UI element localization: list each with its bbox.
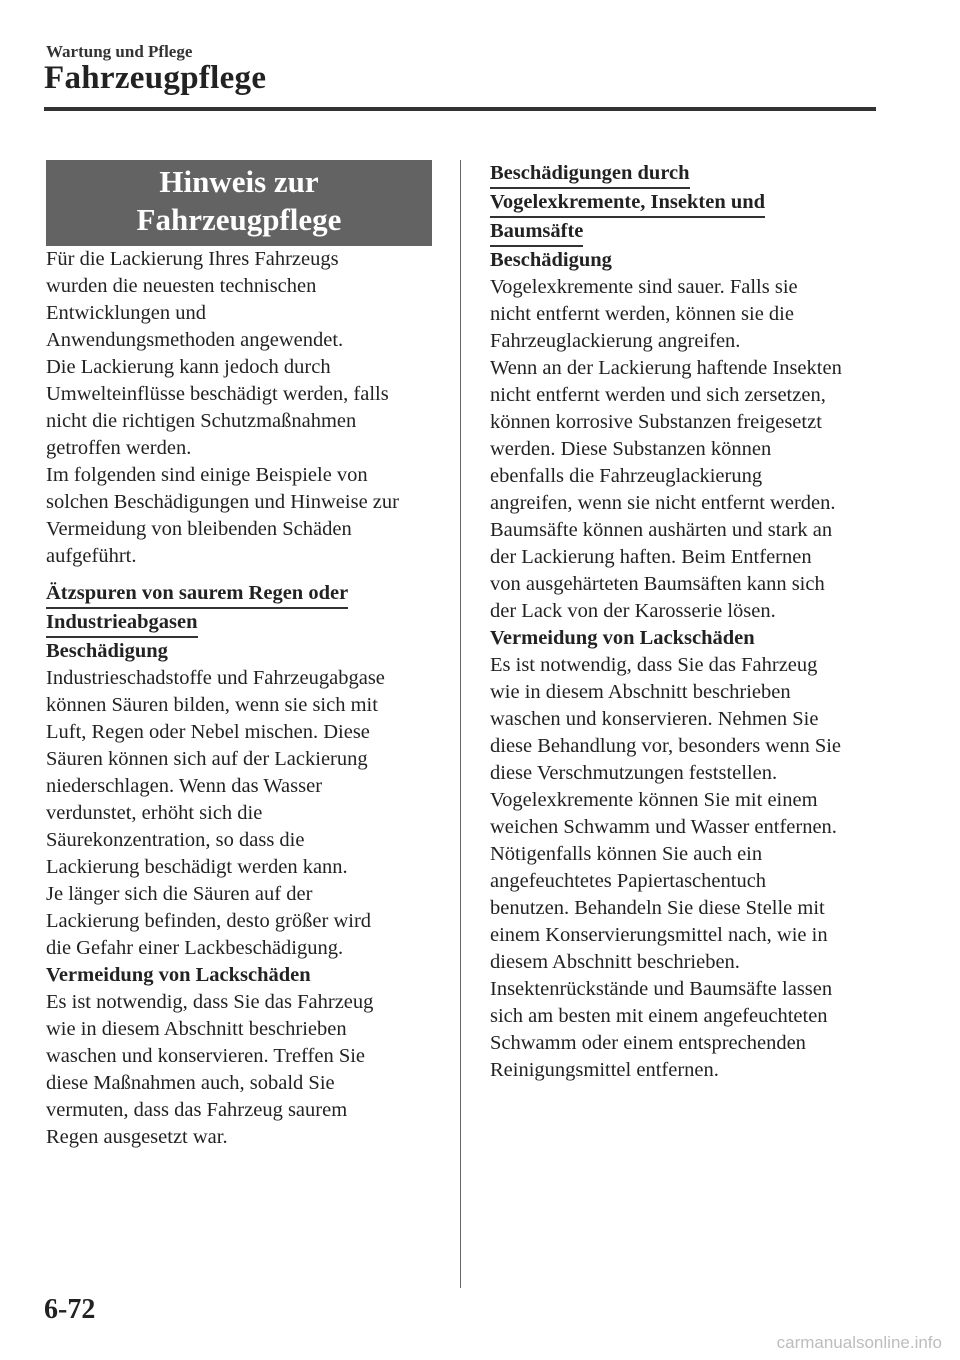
- acid-damage-text: Industrieschadstoffe und Fahrzeugabgase können Säuren bilden, wenn sie sich mit Luft, Regen oder Nebel mischen. Diese Säuren können sich auf der Lackierung niederschlagen. Wenn das Wasser verdunstet, erhöht sich die Säurekonzentration, so dass die Lackierung beschädigt werden kann. Je länger sich die Säuren auf der Lackierung befinden, desto größer wird die Gefahr einer Lackbeschädigung.: [46, 667, 385, 959]
- bird-damage-text-1: Vogelexkremente sind sauer. Falls sie nicht entfernt werden, können sie die Fahrzeuglackierung angreifen.: [490, 276, 798, 352]
- acid-rain-heading: [46, 580, 436, 638]
- header-rule: [44, 107, 876, 111]
- bird-damage-text-3: Baumsäfte können aushärten und stark an der Lackierung haften. Beim Entfernen von ausgehärteten Baumsäften kann sich der Lack von der Karosserie lösen.: [490, 519, 833, 622]
- bird-heading-line-2: Vogelexkremente, Insekten und: [490, 189, 765, 218]
- watermark: carmanualsonline.info: [776, 1333, 942, 1352]
- bird-prevent-text-2: Vogelexkremente können Sie mit einem weichen Schwamm und Wasser entfernen. Nötigenfalls können Sie auch ein angefeuchtetes Papiertaschentuch benutzen. Behandeln Sie diese Stelle mit einem Konservierungsmittel nach, wie in diesem Abschnitt beschrieben. Insektenrückstände und Baumsäfte lassen sich am besten mit einem angefeuchteten Schwamm oder einem entsprechenden Reinigungsmittel entfernen.: [490, 789, 837, 1081]
- bird-damage-label: Beschädigung: [490, 249, 612, 271]
- bird-droppings-heading: [490, 160, 882, 247]
- column-divider: [460, 160, 461, 1288]
- bird-prevent-text-1: Es ist notwendig, dass Sie das Fahrzeug wie in diesem Abschnitt beschrieben waschen und konservieren. Nehmen Sie diese Behandlung vor, besonders wenn Sie diese Verschmutzungen feststellen.: [490, 654, 842, 784]
- topic-banner: [46, 160, 432, 246]
- left-column: [46, 160, 436, 1151]
- acid-prevent-label: Vermeidung von Lackschäden: [46, 964, 311, 986]
- acid-heading-line-2: Industrieabgasen: [46, 609, 198, 638]
- bird-heading-line-1: Beschädigungen durch: [490, 160, 690, 189]
- intro-paragraph-2: Die Lackierung kann jedoch durch Umwelteinflüsse beschädigt werden, falls nicht die richtigen Schutzmaßnahmen getroffen werden.: [46, 356, 389, 459]
- right-column: [490, 160, 882, 1084]
- chapter-title: Fahrzeugpflege: [44, 60, 267, 96]
- section-title: Wartung und Pflege: [46, 42, 193, 61]
- banner-line-1: Hinweis zur: [159, 164, 319, 199]
- acid-prevent-text: Es ist notwendig, dass Sie das Fahrzeug wie in diesem Abschnitt beschrieben waschen und konservieren. Treffen Sie diese Maßnahmen auch, sobald Sie vermuten, dass das Fahrzeug saurem Regen ausgesetzt war.: [46, 991, 374, 1148]
- acid-heading-line-1: Ätzspuren von saurem Regen oder: [46, 580, 348, 609]
- bird-prevent-label: Vermeidung von Lackschäden: [490, 627, 755, 649]
- bird-damage-text-2: Wenn an der Lackierung haftende Insekten nicht entfernt werden und sich zersetzen, können korrosive Substanzen freigesetzt werden. Diese Substanzen können ebenfalls die Fahrzeuglackierung angreifen, wenn sie nicht entfernt werden.: [490, 357, 842, 514]
- banner-line-2: Fahrzeugpflege: [136, 202, 342, 237]
- page-number: 6-72: [44, 1294, 96, 1325]
- intro-paragraph-3: Im folgenden sind einige Beispiele von solchen Beschädigungen und Hinweise zur Vermeidung von bleibenden Schäden aufgeführt.: [46, 464, 399, 567]
- intro-paragraph-1: Für die Lackierung Ihres Fahrzeugs wurden die neuesten technischen Entwicklungen und Anwendungsmethoden angewendet.: [46, 248, 344, 351]
- acid-damage-label: Beschädigung: [46, 640, 168, 662]
- bird-heading-line-3: Baumsäfte: [490, 218, 583, 247]
